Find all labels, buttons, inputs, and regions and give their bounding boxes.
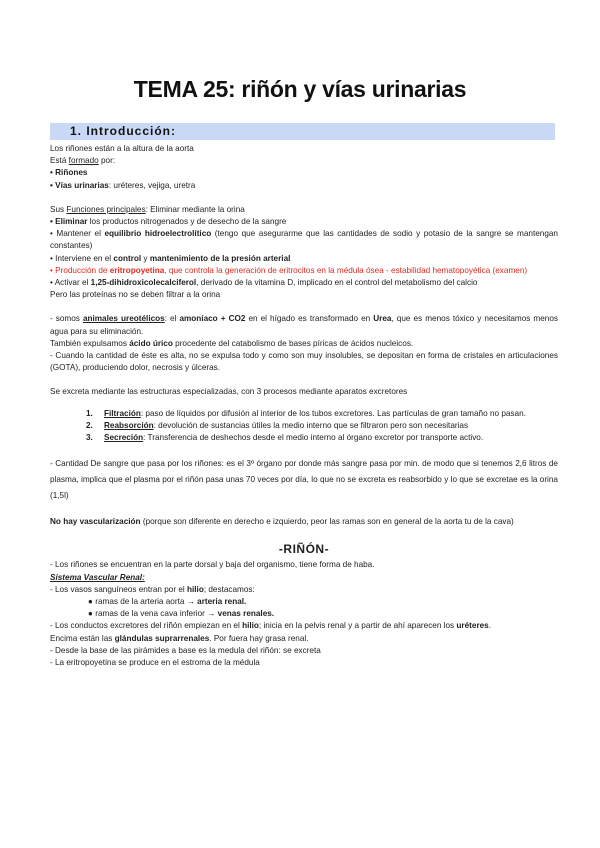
bold-text bbox=[50, 573, 145, 582]
text: También expulsamos bbox=[50, 338, 130, 348]
sub-item-arteria bbox=[50, 596, 558, 608]
gota-paragraph: - Cuando la cantidad de éste es alta, no se expulsa todo y como son muy insolubles, se depositan en forma de cristales en articulaciones (GOTA), produciendo dolor, necrosis y úlceras. bbox=[50, 351, 558, 373]
funcion-vitamina-d bbox=[50, 277, 558, 289]
text: . Por fuera hay grasa renal. bbox=[209, 633, 309, 643]
eritropoyetina-line: - La eritropoyetina se produce en el estroma de la médula bbox=[50, 658, 260, 668]
text: , derivado de la vitamina D, implicado en el control del metabolismo del calcio bbox=[196, 278, 478, 288]
text: procedente del catabolismo de bases píricas de ácidos nucleicos. bbox=[172, 338, 414, 348]
text: - Los conductos excretores del riñón empiezan en el bbox=[50, 621, 243, 631]
bold-text: glándulas suprarrenales bbox=[114, 633, 210, 643]
document-body bbox=[50, 143, 558, 669]
underlined-text: Secreción bbox=[104, 433, 144, 443]
suprarrenales-line bbox=[50, 633, 558, 645]
list-number: 3. bbox=[86, 433, 93, 443]
bold-text: • Eliminar bbox=[50, 217, 88, 227]
text: : Transferencia de deshechos desde el medio interno al órgano excretor por transporte activo. bbox=[143, 433, 484, 443]
text: Encima están las bbox=[50, 633, 115, 643]
text: (tengo que asegurarme que las cantidades de sodio y potasio de la sangre se mantengan constantes) bbox=[50, 229, 558, 251]
proteinas-line: Pero las proteínas no se deben filtrar a la orina bbox=[50, 290, 221, 300]
bold-text: ácido úrico bbox=[129, 338, 173, 348]
bullet-vias-urinarias bbox=[50, 180, 558, 192]
intro-formado-line bbox=[50, 155, 558, 167]
page-title: TEMA 25: riñón y vías urinarias bbox=[133, 76, 467, 102]
bold-text bbox=[104, 409, 141, 418]
bold-text: mantenimiento de la presión arterial bbox=[149, 253, 291, 263]
bold-text: venas renales. bbox=[217, 609, 275, 619]
underlined-text: animales ureotélicos bbox=[82, 314, 165, 324]
underlined-text: Filtración bbox=[104, 408, 141, 418]
bold-text: hilio bbox=[187, 584, 204, 594]
underlined-text: Reabsorción bbox=[104, 420, 154, 430]
text: y bbox=[141, 253, 150, 263]
text: - somos bbox=[50, 314, 83, 324]
text: ● ramas de la vena cava inferior → bbox=[88, 609, 218, 619]
bold-text: No hay vascularización bbox=[50, 517, 141, 527]
text: por: bbox=[98, 156, 116, 166]
text: : el bbox=[164, 314, 180, 324]
procesos-list bbox=[50, 408, 558, 445]
text: • Activar el bbox=[50, 278, 91, 288]
bold-text: equilibrio hidroelectrolítico bbox=[104, 229, 212, 239]
bold-text: 1,25-dihidroxicolecalciferol bbox=[90, 278, 197, 288]
bold-text: eritropoyetina bbox=[109, 265, 165, 275]
funcion-presion bbox=[50, 253, 558, 265]
excreta-line: Se excreta mediante las estructuras especializadas, con 3 procesos mediante aparatos excretores bbox=[50, 387, 408, 397]
bold-text bbox=[104, 433, 143, 442]
bullet-rinones bbox=[50, 167, 558, 179]
bold-text: Urea bbox=[373, 314, 392, 324]
section-heading: 1. Introducción: bbox=[70, 124, 176, 138]
list-item bbox=[68, 432, 558, 444]
piramides-line: - Desde la base de las pirámides a base es la medula del riñón: se excreta bbox=[50, 645, 321, 655]
list-item bbox=[68, 408, 558, 420]
text: : paso de líquidos por difusión al interior de los tubos excretores. Las partículas de gran tamaño no pasan. bbox=[140, 408, 526, 418]
funcion-eliminar bbox=[50, 216, 558, 228]
bold-text: uréteres bbox=[456, 621, 489, 631]
underlined-text: Funciones principales bbox=[66, 204, 146, 214]
text: ● ramas de la arteria aorta → bbox=[88, 597, 198, 607]
text: • Producción de bbox=[50, 265, 110, 275]
text: , que controla la generación de eritrocitos en la médula ósea - estabilidad hematopoyética (examen) bbox=[164, 265, 528, 275]
bold-text: arteria renal. bbox=[197, 597, 247, 607]
funcion-eritropoyetina bbox=[50, 265, 558, 277]
bold-text: hilio bbox=[242, 621, 259, 631]
acido-urico-line bbox=[50, 338, 558, 350]
bold-text: control bbox=[113, 253, 142, 263]
text: los productos nitrogenados y de desecho de la sangre bbox=[87, 217, 287, 227]
list-number: 1. bbox=[86, 408, 93, 418]
text: en el hígado es transformado en bbox=[245, 314, 374, 324]
text: • Interviene en el bbox=[50, 253, 114, 263]
text: - Los vasos sanguíneos entran por el bbox=[50, 584, 187, 594]
text: . bbox=[488, 621, 492, 631]
intro-line: Los riñones están a la altura de la aorta bbox=[50, 144, 194, 153]
conductos-line bbox=[50, 620, 558, 632]
ureotelicos-paragraph bbox=[50, 313, 558, 337]
text: : Eliminar mediante la orina bbox=[145, 204, 245, 214]
bold-text: amoníaco + CO2 bbox=[179, 314, 246, 324]
text: ; destacamos: bbox=[203, 584, 255, 594]
sub-item-vena bbox=[50, 608, 558, 620]
funciones-line bbox=[50, 204, 558, 216]
text: , que es menos tóxico y necesitamos menos agua para su eliminación. bbox=[50, 314, 558, 336]
text: : uréteres, vejiga, uretra bbox=[108, 180, 196, 190]
vasos-line bbox=[50, 584, 558, 596]
bold-text bbox=[83, 314, 165, 323]
text: Sus bbox=[50, 204, 67, 214]
underlined-text: formado bbox=[68, 156, 99, 166]
bold-text: • Vías urinarias bbox=[50, 180, 109, 190]
funcion-equilibrio bbox=[50, 228, 558, 252]
vascularizacion-paragraph bbox=[50, 516, 558, 528]
underlined-text: Sistema Vascular Renal: bbox=[50, 572, 145, 582]
renal-line: - Los riñones se encuentran en la parte dorsal y baja del organismo, tiene forma de haba. bbox=[50, 560, 375, 570]
list-item bbox=[68, 420, 558, 432]
bold-text bbox=[104, 421, 154, 430]
renal-heading: -RIÑÓN- bbox=[278, 542, 330, 557]
list-number: 2. bbox=[86, 420, 93, 430]
text: Está bbox=[50, 156, 69, 166]
section-heading-bar bbox=[50, 123, 555, 140]
text: (porque son diferente en derecho e izquierdo, peor las ramas son en general de la aorta tu de la cava) bbox=[140, 517, 514, 527]
bold-text: • Riñones bbox=[50, 168, 88, 178]
text: : devolución de sustancias útiles la medio interno que se filtraron pero son necesitarias bbox=[153, 420, 469, 430]
sistema-vascular-heading bbox=[50, 572, 558, 584]
text: • Mantener el bbox=[50, 229, 105, 239]
text: ; inicia en la pelvis renal y a partir de ahí aparecen los bbox=[258, 621, 457, 631]
cantidad-paragraph: - Cantidad De sangre que pasa por los riñones: es el 3º órgano por donde más sangre pasa por min. de modo que si tenemos 2,6 litros de plasma, implica que el plasma por el riñón pasa unas 70 veces por día, lo que no se excreta es reabsorbido y lo que se excretae es la orina (1,5l) bbox=[50, 459, 558, 501]
